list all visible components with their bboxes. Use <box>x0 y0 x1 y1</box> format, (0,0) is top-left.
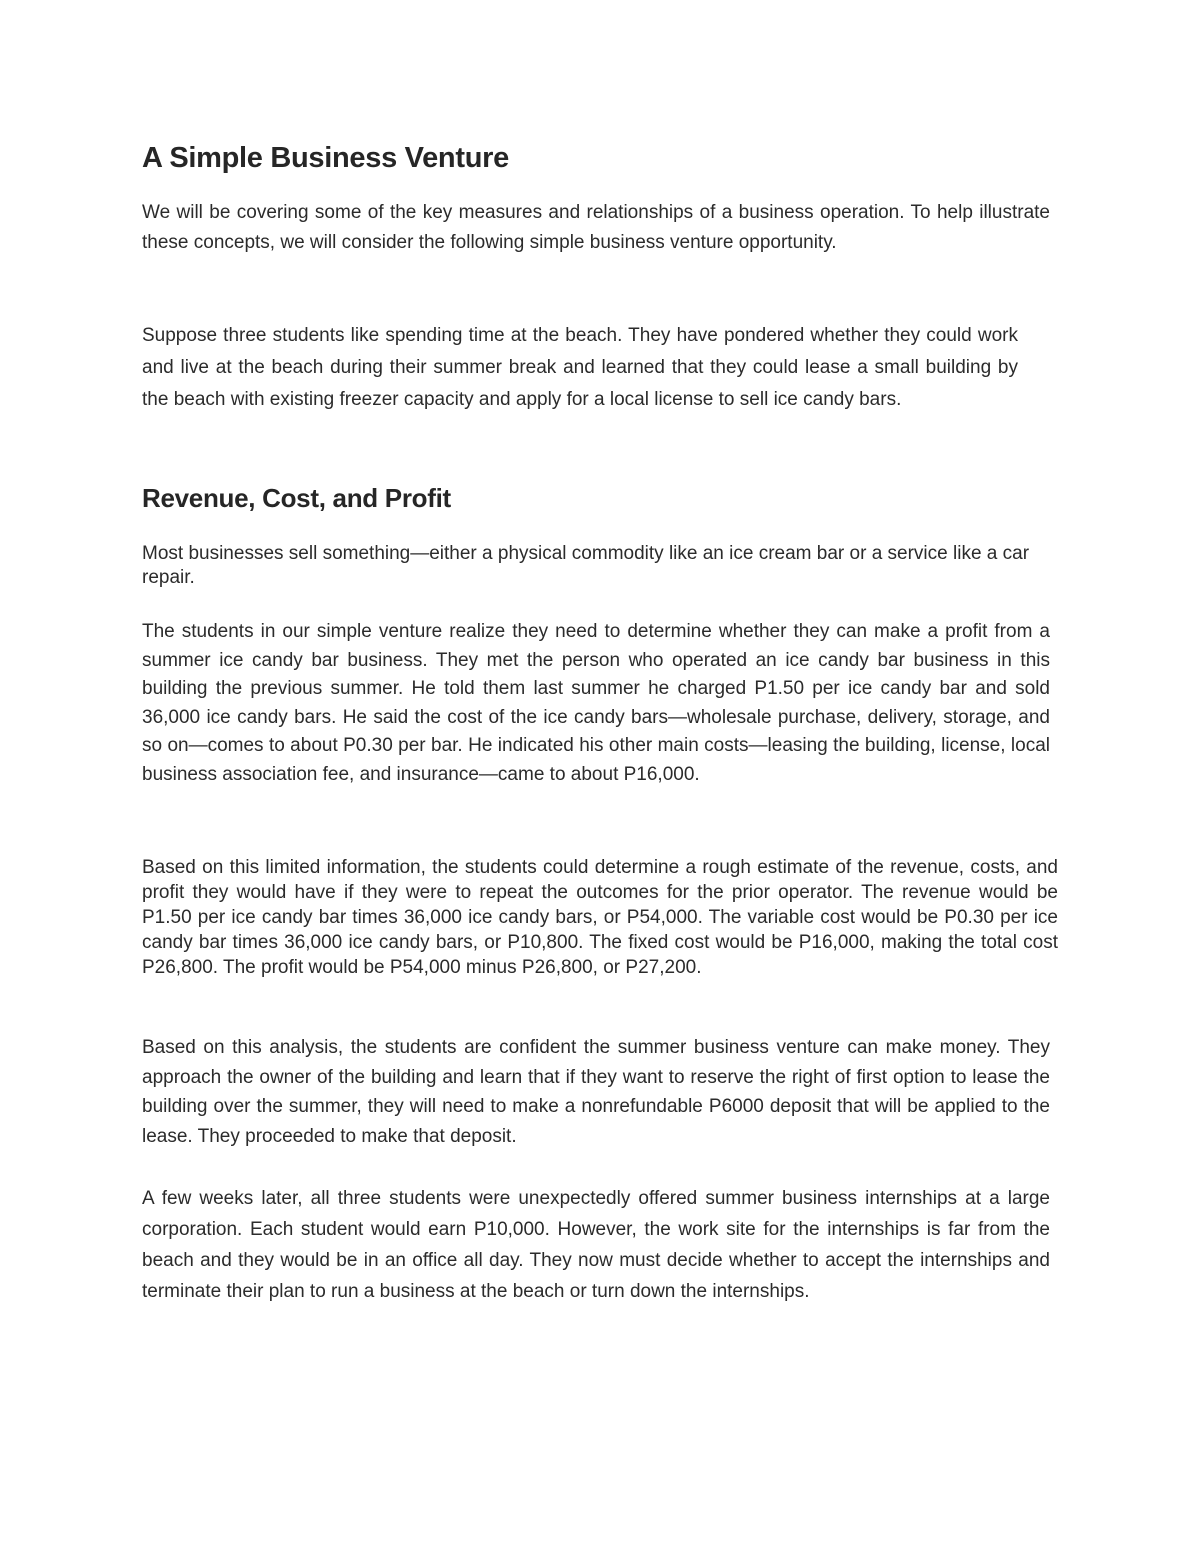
section-heading: Revenue, Cost, and Profit <box>142 483 451 513</box>
document-page <box>142 0 1058 1553</box>
section-paragraph: Based on this limited information, the students could determine a rough estimate of the revenue, costs, and profit they would have if they were to repeat the outcomes for the prior operator. The revenue would be P1.50 per ice candy bar times 36,000 ice candy bars, or P54,000. The variable cost would be P0.30 per ice candy bar times 36,000 ice candy bars, or P10,800. The fixed cost would be P16,000, making the total cost P26,800. The profit would be P54,000 minus P26,800, or P27,200. <box>142 857 1058 978</box>
section-paragraph: A few weeks later, all three students were unexpectedly offered summer business internships at a large corporation. Each student would earn P10,000. However, the work site for the internships is far from the beach and they would be in an office all day. They now must decide whether to accept the internships and terminate their plan to run a business at the beach or turn down the internships. <box>142 1188 1050 1302</box>
section-paragraph: Most businesses sell something—either a physical commodity like an ice cream bar or a service like a car repair. <box>142 543 1030 588</box>
document-title: A Simple Business Venture <box>142 142 509 174</box>
section-paragraph: The students in our simple venture realize they need to determine whether they can make a profit from a summer ice candy bar business. They met the person who operated an ice candy bar business in this building the previous summer. He told them last summer he charged P1.50 per ice candy bar and sold 36,000 ice candy bars. He said the cost of the ice candy bars—wholesale purchase, delivery, storage, and so on—comes to about P0.30 per bar. He indicated his other main costs—leasing the building, license, local business association fee, and insurance—came to about P16,000. <box>142 621 1050 785</box>
intro-paragraph: Suppose three students like spending time at the beach. They have pondered whether they could work and live at the beach during their summer break and learned that they could lease a small building by the beach with existing freezer capacity and apply for a local license to sell ice candy bars. <box>142 325 1018 410</box>
section-paragraph: Based on this analysis, the students are confident the summer business venture can make money. They approach the owner of the building and learn that if they want to reserve the right of first option to lease the building over the summer, they will need to make a nonrefundable P6000 deposit that will be applied to the lease. They proceeded to make that deposit. <box>142 1037 1050 1147</box>
intro-paragraph: We will be covering some of the key measures and relationships of a business operation. To help illustrate these concepts, we will consider the following simple business venture opportunity. <box>142 202 1050 253</box>
